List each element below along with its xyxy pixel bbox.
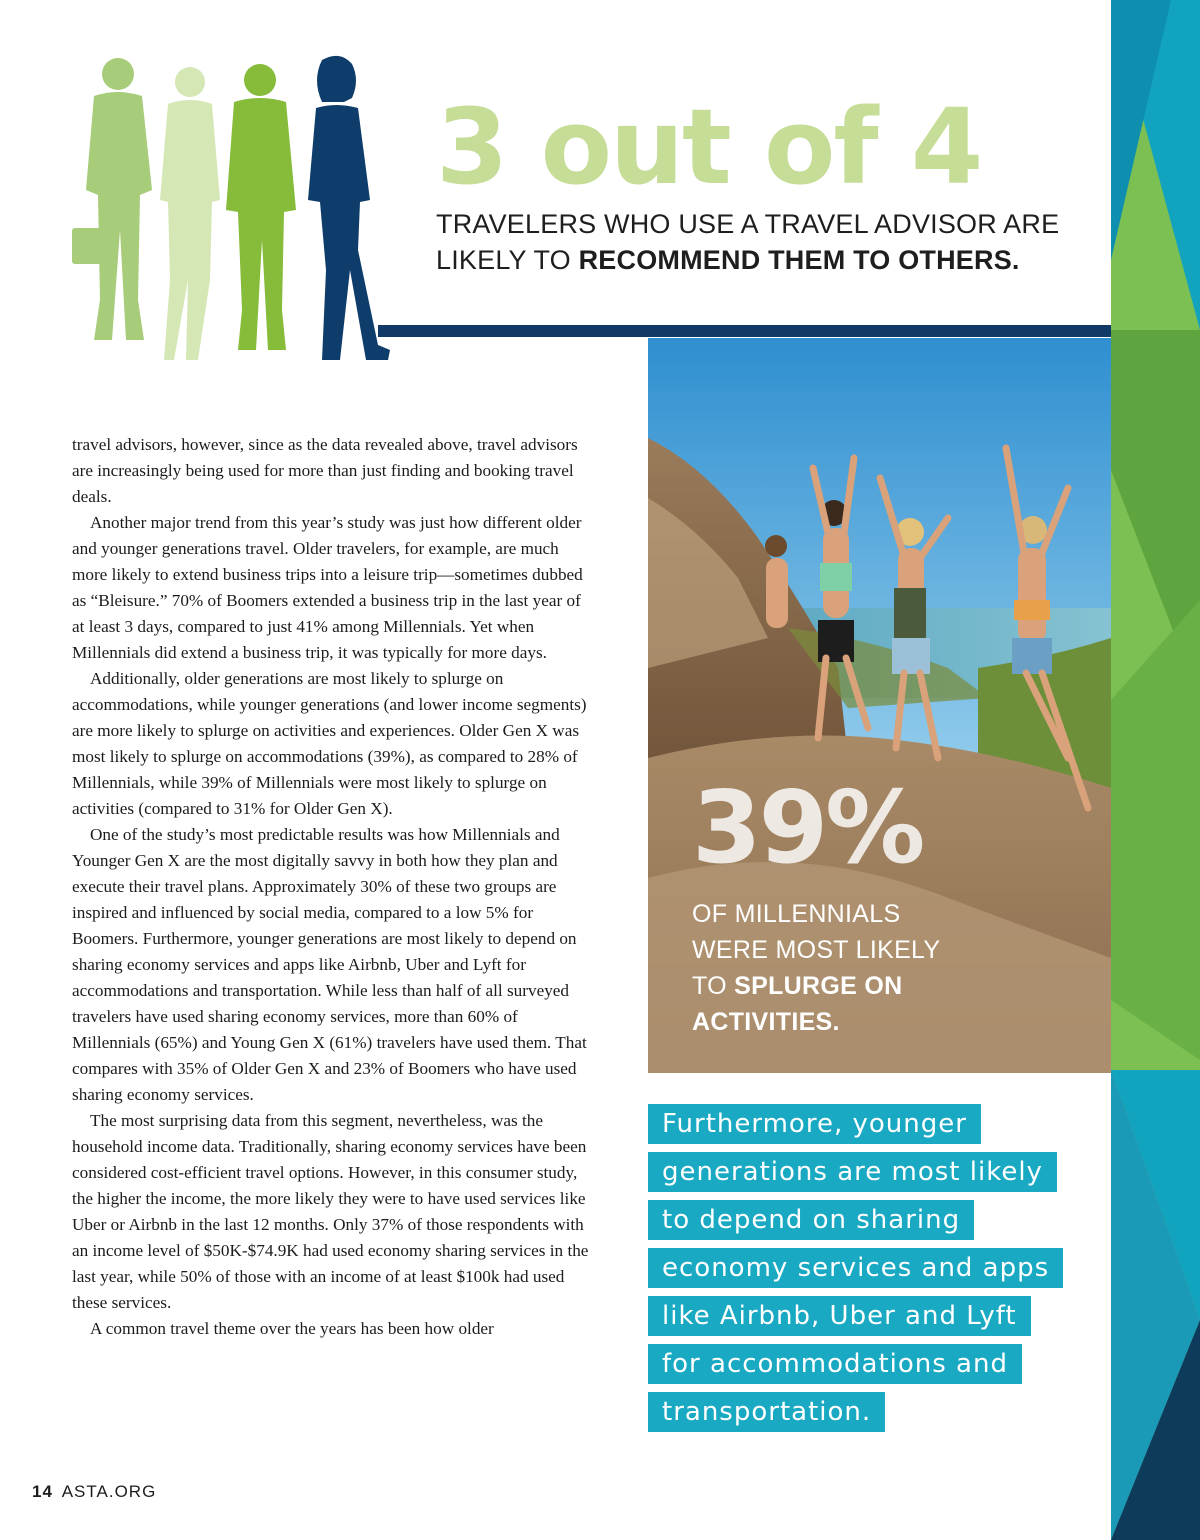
body-paragraph: One of the study’s most predictable results was how Millennials and Younger Gen X are the most digitally savvy in both how they plan and execute their travel plans. Approximately 30% of these two groups are inspired and influenced by social media, compared to a low 5% for Boomers. Furthermore, younger generations are most likely to depend on sharing economy services and apps like Airbnb, Uber and Lyft for accommodations and transportation. While less than half of all surveyed travelers have used sharing economy services, more than 60% of Millennials (65%) and Young Gen X (61%) travelers have used them. That compares with 35% of Older Gen X and 23% of Boomers who have used sharing economy services.	[72, 825, 587, 1104]
stat-line-4	[692, 1004, 992, 1040]
silhouette-woman	[160, 67, 220, 360]
body-paragraph: The most surprising data from this segment, nevertheless, was the household income data. Traditionally, sharing economy services have been considered cost-efficient travel options. However, in this consumer study, the higher the income, the more likely they were to have used services like Uber or Airbnb in the last 12 months. Only 37% of those respondents with an income level of $50K-$74.9K had used economy sharing services in the last year, while 50% of those with an income of at least $100k had used these services.	[72, 1111, 589, 1312]
page-footer	[32, 1482, 156, 1502]
body-paragraph: Another major trend from this year’s study was just how different older and younger generations travel. Older travelers, for example, are much more likely to extend business trips into a leisure trip—sometimes dubbed as “Bleisure.” 70% of Boomers extended a business trip in the last year of at least 3 days, compared to just 41% among Millennials. Yet when Millennials did extend a business trip, it was typically for more days.	[72, 513, 583, 662]
headline-line-1: TRAVELERS WHO USE A TRAVEL ADVISOR ARE	[436, 209, 1060, 239]
pull-quote	[648, 1104, 1098, 1440]
pull-quote-line: transportation.	[648, 1392, 885, 1432]
stat-line-3	[692, 968, 992, 1004]
pull-quote-line: generations are most likely	[648, 1152, 1057, 1192]
pull-quote-line: for accommodations and	[648, 1344, 1022, 1384]
silhouette-man	[226, 64, 296, 350]
photo-stat-number: 39%	[692, 769, 923, 886]
stat-line-2: WERE MOST LIKELY	[692, 936, 941, 964]
header-divider-rule	[378, 325, 1111, 337]
stat-line-4-bold: ACTIVITIES.	[692, 1008, 840, 1036]
headline-subtitle	[436, 206, 1096, 278]
people-silhouettes-illustration	[60, 50, 420, 370]
side-decorative-band	[1111, 0, 1200, 1540]
silhouette-woman-navy	[308, 56, 390, 360]
stat-line-3-bold: SPLURGE ON	[734, 972, 903, 1000]
footer-site-link[interactable]: ASTA.ORG	[61, 1482, 157, 1501]
article-body	[72, 432, 597, 1342]
silhouette-man-briefcase	[72, 58, 152, 340]
stat-line-3-prefix: TO	[692, 972, 735, 1000]
headline-line-2-prefix: LIKELY TO	[436, 245, 579, 275]
pull-quote-line: economy services and apps	[648, 1248, 1063, 1288]
body-paragraph: Additionally, older generations are most likely to splurge on accommodations, while younger generations (and lower income segments) are more likely to splurge on activities and experiences. Older Gen X was most likely to splurge on accommodations (39%), as compared to 28% of Millennials, while 39% of Millennials were most likely to splurge on activities (compared to 31% for Older Gen X).	[72, 669, 587, 818]
headline-line-2-bold: RECOMMEND THEM TO OTHERS.	[578, 245, 1020, 275]
pull-quote-line: to depend on sharing	[648, 1200, 974, 1240]
headline-stat: 3 out of 4	[436, 86, 982, 208]
stat-line-1: OF MILLENNIALS	[692, 900, 901, 928]
pull-quote-line: Furthermore, younger	[648, 1104, 981, 1144]
page-number: 14	[32, 1482, 53, 1501]
body-paragraph: travel advisors, however, since as the data revealed above, travel advisors are increasingly being used for more than just finding and booking travel deals.	[72, 435, 578, 506]
headline-line-2	[436, 242, 1096, 278]
photo-stat-caption	[692, 896, 992, 1040]
beach-jumping-photo	[648, 338, 1111, 1073]
body-paragraph: A common travel theme over the years has been how older	[90, 1319, 494, 1338]
pull-quote-line: like Airbnb, Uber and Lyft	[648, 1296, 1031, 1336]
